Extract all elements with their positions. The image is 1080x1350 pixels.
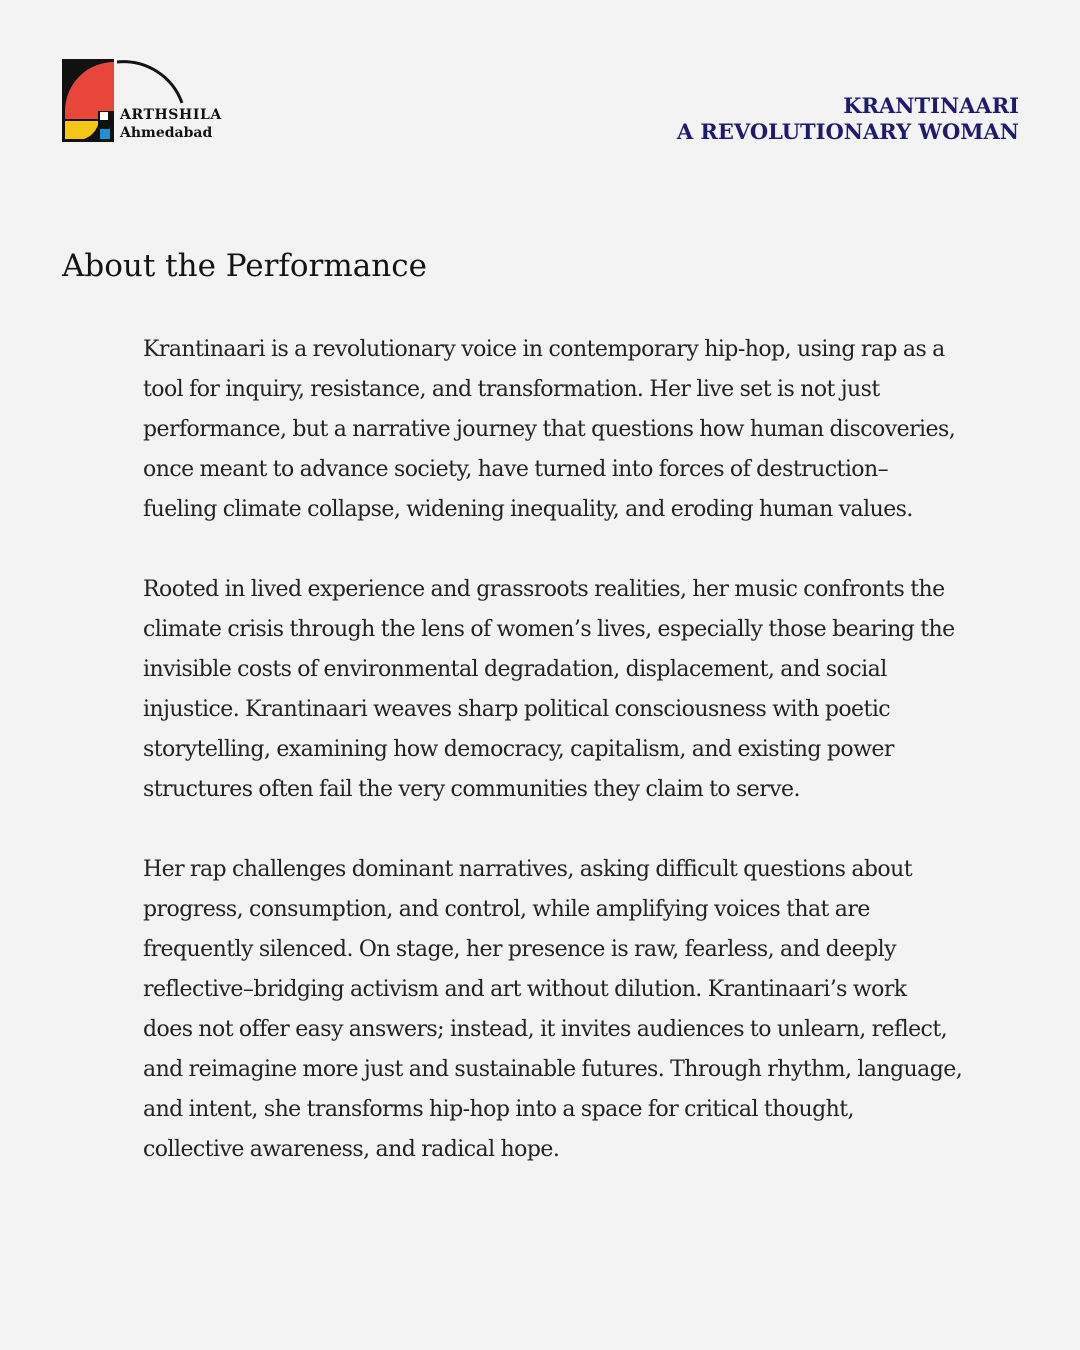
paragraph-2 bbox=[143, 570, 1043, 810]
text-line: Krantinaari is a revolutionary voice in contemporary hip-hop, using rap as a bbox=[143, 337, 945, 362]
text-line: structures often fail the very communities they claim to serve. bbox=[143, 777, 800, 802]
text-line: does not offer easy answers; instead, it invites audiences to unlearn, reflect, bbox=[143, 1017, 948, 1042]
text-line: storytelling, examining how democracy, capitalism, and existing power bbox=[143, 737, 894, 762]
text-line: and intent, she transforms hip-hop into a space for critical thought, bbox=[143, 1097, 854, 1122]
arthshila-logo bbox=[62, 59, 232, 143]
text-line: progress, consumption, and control, while amplifying voices that are bbox=[143, 897, 870, 922]
text-line: fueling climate collapse, widening inequality, and eroding human values. bbox=[143, 497, 913, 522]
text-line: and reimagine more just and sustainable futures. Through rhythm, language, bbox=[143, 1057, 963, 1082]
text-line: performance, but a narrative journey that questions how human discoveries, bbox=[143, 417, 956, 442]
text-line: reflective–bridging activism and art without dilution. Krantinaari’s work bbox=[143, 977, 907, 1002]
event-title bbox=[677, 93, 1019, 145]
logo-city: Ahmedabad bbox=[120, 125, 213, 141]
section-heading: About the Performance bbox=[62, 248, 427, 284]
event-title-line-2: A REVOLUTIONARY WOMAN bbox=[676, 119, 1019, 144]
text-line: frequently silenced. On stage, her presence is raw, fearless, and deeply bbox=[143, 937, 897, 962]
text-line: climate crisis through the lens of women’s lives, especially those bearing the bbox=[143, 617, 955, 642]
text-line: collective awareness, and radical hope. bbox=[143, 1137, 560, 1162]
text-line: Her rap challenges dominant narratives, asking difficult questions about bbox=[143, 857, 913, 882]
paragraph-3 bbox=[143, 850, 1043, 1170]
paragraph-1 bbox=[143, 330, 1043, 530]
text-line: injustice. Krantinaari weaves sharp political consciousness with poetic bbox=[143, 697, 891, 722]
logo-name: ARTHSHILA bbox=[120, 107, 222, 123]
text-line: invisible costs of environmental degradation, displacement, and social bbox=[143, 657, 887, 682]
text-line: tool for inquiry, resistance, and transformation. Her live set is not just bbox=[143, 377, 880, 402]
performance-description bbox=[143, 330, 1043, 1210]
event-title-line-1: KRANTINAARI bbox=[843, 93, 1019, 118]
text-line: Rooted in lived experience and grassroots realities, her music confronts the bbox=[143, 577, 945, 602]
text-line: once meant to advance society, have turned into forces of destruction– bbox=[143, 457, 889, 482]
